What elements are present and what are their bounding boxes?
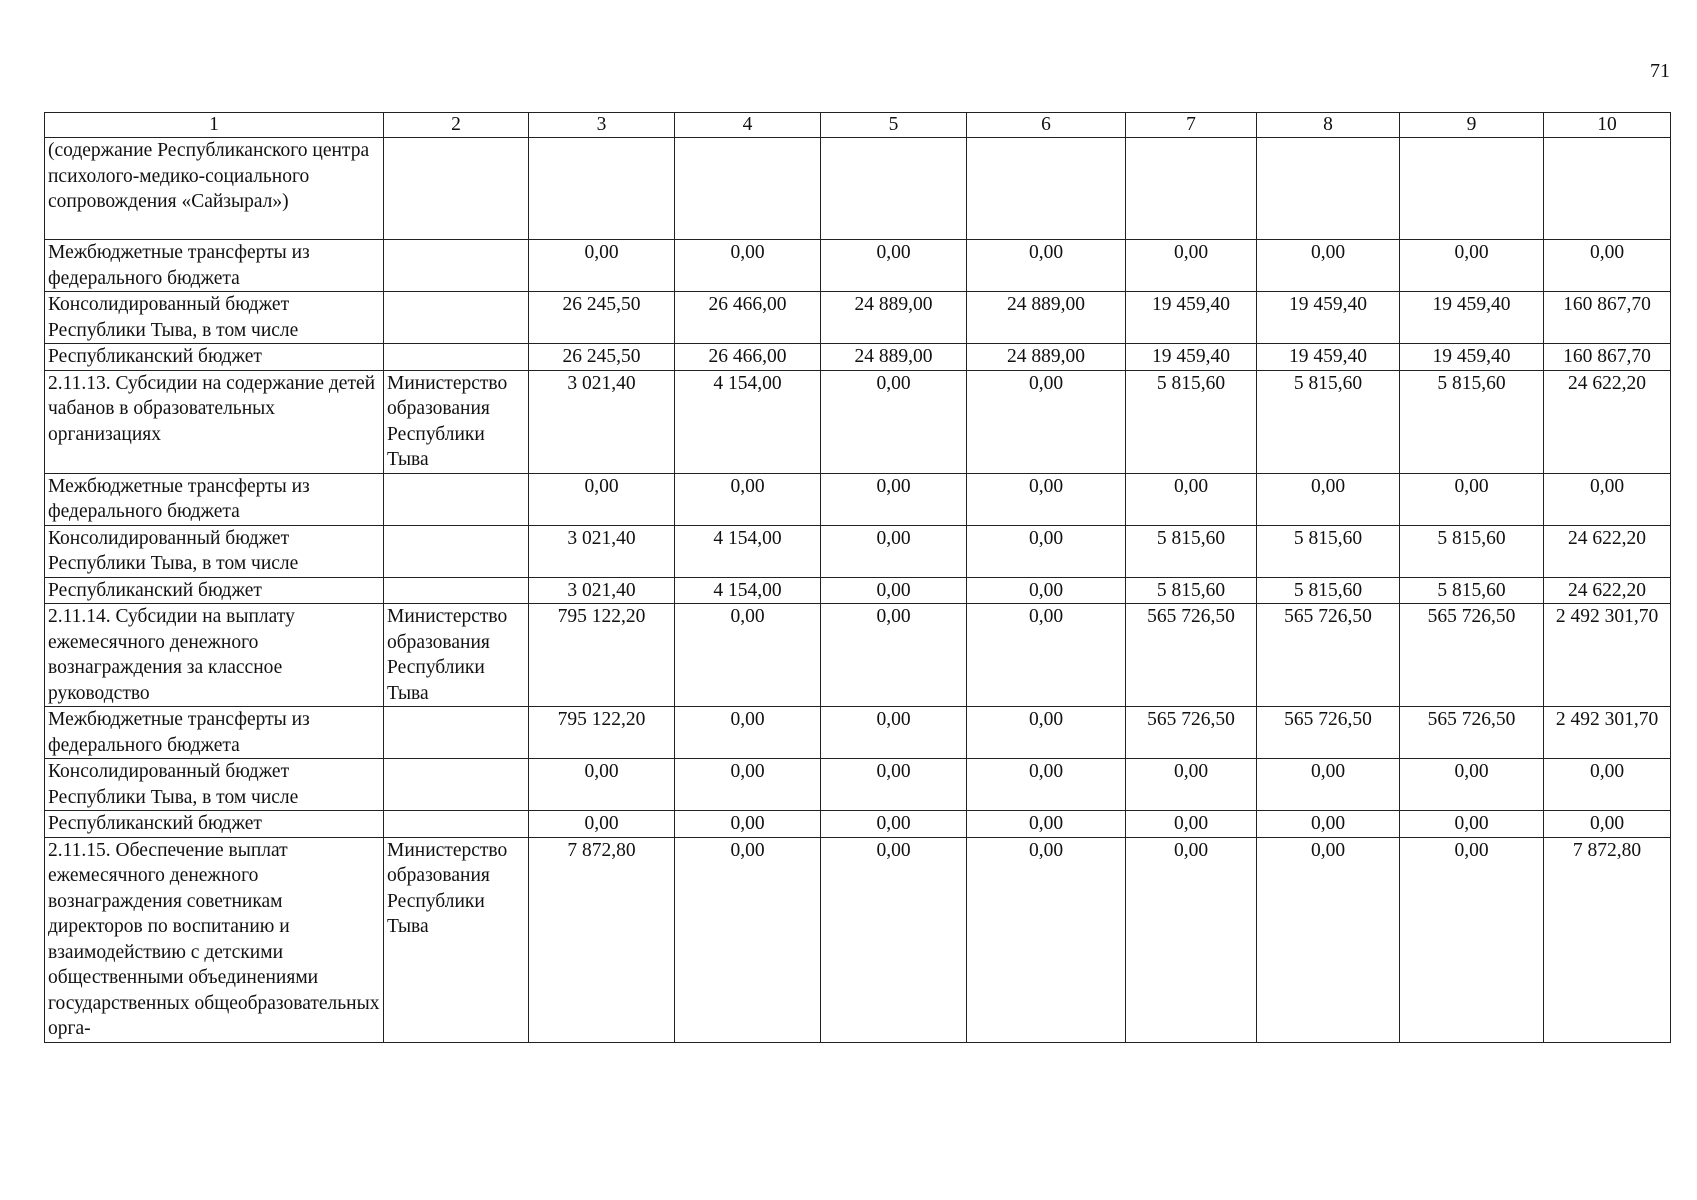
value-cell: 24 622,20 [1544,525,1671,577]
value-cell: 0,00 [1126,473,1257,525]
value-cell: 565 726,50 [1257,604,1400,707]
value-cell: 795 122,20 [529,604,675,707]
table-row [45,837,1671,1042]
value-cell: 5 815,60 [1400,370,1544,473]
value-cell: 0,00 [1257,473,1400,525]
value-cell: 160 867,70 [1544,344,1671,371]
executor-cell [384,577,529,604]
value-cell [675,138,821,240]
value-cell: 0,00 [967,811,1126,838]
value-cell: 795 122,20 [529,707,675,759]
value-cell: 0,00 [821,577,967,604]
executor-cell [384,811,529,838]
value-cell: 24 622,20 [1544,370,1671,473]
table-row [45,604,1671,707]
value-cell: 5 815,60 [1400,525,1544,577]
executor-cell: Министерство образования Республики Тыва [384,837,529,1042]
row-name-cell: Межбюджетные трансферты из федерального бюджета [45,240,384,292]
value-cell: 5 815,60 [1257,577,1400,604]
value-cell: 160 867,70 [1544,292,1671,344]
table-row [45,577,1671,604]
executor-cell [384,759,529,811]
table-row [45,811,1671,838]
column-header: 6 [967,113,1126,138]
row-name-cell: Консолидированный бюджет Республики Тыва, в том числе [45,759,384,811]
row-name-cell: Консолидированный бюджет Республики Тыва, в том числе [45,525,384,577]
page-number: 71 [1650,60,1670,82]
table-row [45,525,1671,577]
value-cell: 26 245,50 [529,344,675,371]
value-cell: 0,00 [1544,811,1671,838]
value-cell: 0,00 [821,525,967,577]
value-cell: 0,00 [529,759,675,811]
value-cell: 4 154,00 [675,525,821,577]
value-cell: 0,00 [821,759,967,811]
executor-cell: Министерство образования Республики Тыва [384,604,529,707]
value-cell: 0,00 [1257,837,1400,1042]
value-cell: 0,00 [675,240,821,292]
budget-table [44,112,1671,1043]
value-cell: 565 726,50 [1400,604,1544,707]
row-name-cell: Республиканский бюджет [45,344,384,371]
value-cell: 24 889,00 [821,344,967,371]
value-cell: 7 872,80 [529,837,675,1042]
table-row [45,759,1671,811]
value-cell: 3 021,40 [529,577,675,604]
column-header: 4 [675,113,821,138]
row-name-cell: 2.11.13. Субсидии на содержание детей чабанов в образовательных организациях [45,370,384,473]
value-cell [821,138,967,240]
value-cell: 0,00 [967,370,1126,473]
executor-cell [384,240,529,292]
value-cell: 5 815,60 [1400,577,1544,604]
executor-cell [384,344,529,371]
value-cell: 24 889,00 [821,292,967,344]
table-row [45,138,1671,240]
value-cell: 5 815,60 [1126,577,1257,604]
value-cell: 5 815,60 [1257,525,1400,577]
value-cell: 24 622,20 [1544,577,1671,604]
value-cell: 0,00 [967,837,1126,1042]
column-number-row [45,113,1671,138]
executor-cell [384,525,529,577]
column-header: 9 [1400,113,1544,138]
value-cell: 24 889,00 [967,344,1126,371]
row-name-cell: Консолидированный бюджет Республики Тыва, в том числе [45,292,384,344]
value-cell: 26 466,00 [675,344,821,371]
value-cell: 0,00 [1400,837,1544,1042]
value-cell: 0,00 [675,604,821,707]
value-cell: 565 726,50 [1400,707,1544,759]
row-name-cell: Республиканский бюджет [45,577,384,604]
value-cell: 0,00 [1544,759,1671,811]
value-cell: 0,00 [821,811,967,838]
value-cell: 0,00 [967,577,1126,604]
row-name-cell: Межбюджетные трансферты из федерального бюджета [45,473,384,525]
value-cell: 0,00 [1257,240,1400,292]
row-name-cell: (содержание Республиканского центра психолого-медико-социального сопровождения «Сайзырал») [45,138,384,240]
value-cell: 0,00 [967,525,1126,577]
value-cell: 19 459,40 [1126,344,1257,371]
executor-cell [384,473,529,525]
column-header: 3 [529,113,675,138]
value-cell: 0,00 [967,759,1126,811]
value-cell: 0,00 [967,473,1126,525]
value-cell: 0,00 [967,240,1126,292]
value-cell: 0,00 [675,707,821,759]
value-cell: 4 154,00 [675,577,821,604]
executor-cell [384,138,529,240]
value-cell: 0,00 [967,604,1126,707]
executor-cell [384,292,529,344]
row-name-cell: 2.11.15. Обеспечение выплат ежемесячного денежного вознаграждения советникам директоров по воспитанию и взаимодействию с детскими общественными объединениями государственных общеобразовательных орга- [45,837,384,1042]
value-cell: 565 726,50 [1126,604,1257,707]
value-cell: 0,00 [1126,837,1257,1042]
column-header: 10 [1544,113,1671,138]
column-header: 7 [1126,113,1257,138]
value-cell: 565 726,50 [1126,707,1257,759]
row-name-cell: Республиканский бюджет [45,811,384,838]
value-cell: 0,00 [675,473,821,525]
value-cell: 0,00 [1126,240,1257,292]
value-cell [1126,138,1257,240]
table-row [45,370,1671,473]
value-cell [1544,138,1671,240]
value-cell: 0,00 [1126,811,1257,838]
value-cell: 19 459,40 [1400,344,1544,371]
value-cell: 0,00 [1126,759,1257,811]
value-cell: 0,00 [967,707,1126,759]
value-cell [1257,138,1400,240]
value-cell: 3 021,40 [529,370,675,473]
table-row [45,240,1671,292]
value-cell: 0,00 [821,473,967,525]
column-header: 5 [821,113,967,138]
value-cell: 2 492 301,70 [1544,604,1671,707]
table-body [45,138,1671,1043]
value-cell: 26 245,50 [529,292,675,344]
value-cell: 0,00 [821,604,967,707]
row-name-cell: 2.11.14. Субсидии на выплату ежемесячного денежного вознаграждения за классное руководство [45,604,384,707]
value-cell: 7 872,80 [1544,837,1671,1042]
value-cell: 0,00 [1257,759,1400,811]
value-cell: 4 154,00 [675,370,821,473]
value-cell: 0,00 [675,759,821,811]
value-cell [1400,138,1544,240]
table-row [45,707,1671,759]
value-cell: 0,00 [529,811,675,838]
value-cell: 2 492 301,70 [1544,707,1671,759]
value-cell: 0,00 [529,240,675,292]
value-cell: 0,00 [1400,240,1544,292]
value-cell: 0,00 [1544,473,1671,525]
column-header: 2 [384,113,529,138]
value-cell: 5 815,60 [1126,525,1257,577]
value-cell: 19 459,40 [1257,292,1400,344]
table-row [45,344,1671,371]
column-header: 8 [1257,113,1400,138]
value-cell: 0,00 [1544,240,1671,292]
value-cell: 26 466,00 [675,292,821,344]
column-header: 1 [45,113,384,138]
value-cell: 0,00 [675,837,821,1042]
value-cell [967,138,1126,240]
value-cell: 0,00 [1400,759,1544,811]
value-cell [529,138,675,240]
value-cell: 19 459,40 [1400,292,1544,344]
value-cell: 0,00 [821,240,967,292]
value-cell: 0,00 [675,811,821,838]
value-cell: 0,00 [529,473,675,525]
value-cell: 565 726,50 [1257,707,1400,759]
executor-cell: Министерство образования Республики Тыва [384,370,529,473]
executor-cell [384,707,529,759]
value-cell: 5 815,60 [1126,370,1257,473]
value-cell: 0,00 [1400,811,1544,838]
value-cell: 19 459,40 [1257,344,1400,371]
value-cell: 0,00 [821,707,967,759]
value-cell: 19 459,40 [1126,292,1257,344]
value-cell: 3 021,40 [529,525,675,577]
table-row [45,292,1671,344]
value-cell: 5 815,60 [1257,370,1400,473]
row-name-cell: Межбюджетные трансферты из федерального бюджета [45,707,384,759]
value-cell: 0,00 [821,837,967,1042]
value-cell: 0,00 [1400,473,1544,525]
value-cell: 0,00 [821,370,967,473]
value-cell: 24 889,00 [967,292,1126,344]
table-row [45,473,1671,525]
value-cell: 0,00 [1257,811,1400,838]
